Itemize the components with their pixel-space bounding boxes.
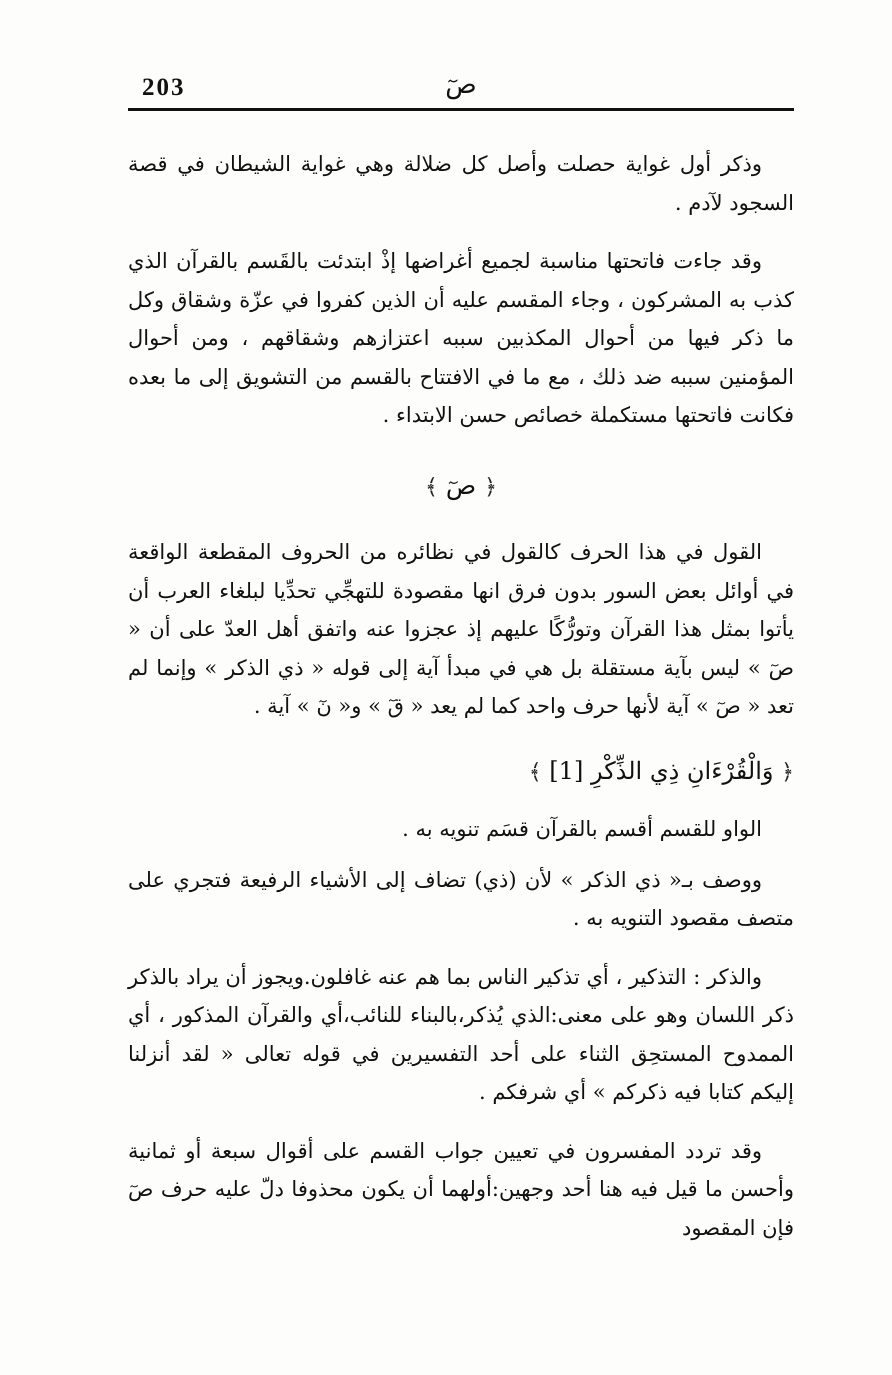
paragraph: الواو للقسم أقسم بالقرآن قسَم تنويه به . [402,817,762,841]
ornament-bracket-icon: ﴾ [425,474,438,500]
page-body [128,145,794,1267]
page-number: 203 [142,74,186,101]
verse-heading [128,752,794,793]
ornament-bracket-icon: ﴿ [781,759,794,785]
surah-heading-text: صٓ [445,470,477,500]
paragraph: وذكر أول غواية حصلت وأصل كل ضلالة وهي غواية الشيطان في قصة السجود لآدم . [128,152,794,215]
verse-number: [1] [549,756,584,785]
paragraph: والذكر : التذكير ، أي تذكير الناس بما هم عنه غافلون.ويجوز أن يراد بالذكر ذكر اللسان وهو على معنى:الذي يُذكر،بالبناء للنائب،أي والقرآن المذكور ، أي الممدوح المستحِق الثناء على أحد التفسيرين في قوله تعالى « لقد أنزلنا إليكم كتابا فيه ذكركم » أي شرفكم . [128,964,794,1104]
paragraph: وقد جاءت فاتحتها مناسبة لجميع أغراضها إذْ ابتدئت بالقَسم بالقرآن الذي كذب به المشركون ، وجاء المقسم عليه أن الذين كفروا في عزّة وشقاق وكل ما ذكر فيها من أحوال المكذبين سببه اعتزازهم وشقاقهم ، ومن أحوال المؤمنين سببه ضد ذلك ، مع ما في الافتتاح بالقسم من التشويق إلى ما بعده فكانت فاتحتها مستكملة خصائص حسن الابتداء . [128,249,794,427]
surah-heading [128,467,794,508]
running-title: صٓ [445,70,477,100]
ornament-bracket-icon: ﴾ [528,759,542,785]
ornament-bracket-icon: ﴿ [484,474,497,500]
paragraph: وقد تردد المفسرون في تعيين جواب القسم على أقوال سبعة أو ثمانية وأحسن ما قيل فيه هنا أحد وجهين:أولهما أن يكون محذوفا دلّ عليه حرف صٓ فإن المقصود [128,1138,794,1240]
verse-text: وَالْقُرْءَانِ ذِي الذِّكْرِ [590,756,774,785]
page-header [128,70,794,111]
paragraph: القول في هذا الحرف كالقول في نظائره من الحروف المقطعة الواقعة في أوائل بعض السور بدون فرق انها مقصودة للتهجِّي تحدِّيا لبلغاء العرب أن يأتوا بمثل هذا القرآن وتورُّكًا عليهم إذ عجزوا عنه واتفق أهل العدّ على أن « صٓ » ليس بآية مستقلة بل هي في مبدأ آية إلى قوله « ذي الذكر » وإنما لم تعد « صٓ » آية لأنها حرف واحد كما لم يعد « قٓ » و« نٓ » آية . [128,540,794,718]
paragraph: ووصف بـ« ذي الذكر » لأن (ذي) تضاف إلى الأشياء الرفيعة فتجري على متصف مقصود التنويه به . [128,867,794,930]
